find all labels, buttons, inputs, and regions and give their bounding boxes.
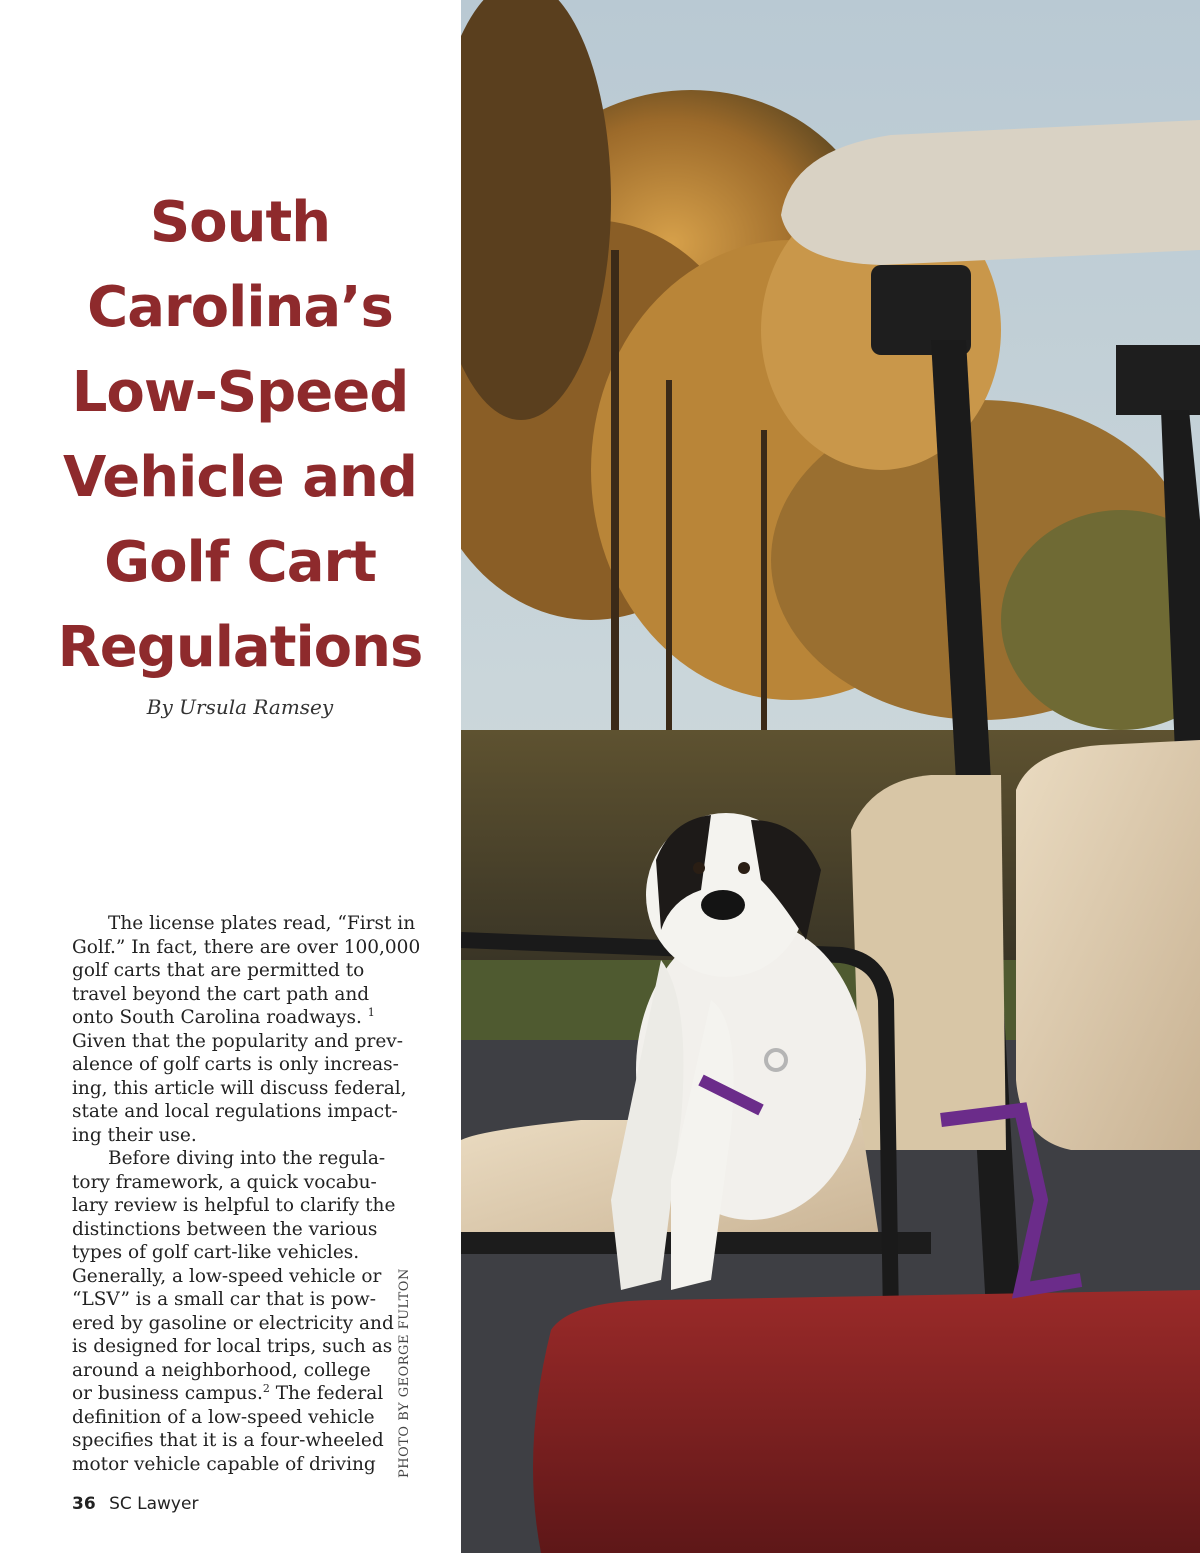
body-line: ing their use. bbox=[72, 1124, 197, 1146]
body-line: definition of a low-speed vehicle bbox=[72, 1406, 375, 1428]
title-line: Regulations bbox=[57, 615, 423, 680]
body-line: Given that the popularity and prev- bbox=[72, 1030, 403, 1052]
title-line: Golf Cart bbox=[104, 530, 376, 595]
text-column bbox=[0, 0, 461, 1553]
body-line: Golf.” In fact, there are over 100,000 bbox=[72, 936, 421, 958]
cart-seatback bbox=[1016, 740, 1200, 1150]
title-line: Carolina’s bbox=[87, 275, 393, 340]
body-line: The license plates read, “First in bbox=[108, 913, 416, 934]
photo-credit-text: PHOTO BY GEORGE FULTON bbox=[397, 1268, 412, 1478]
title-line: Low-Speed bbox=[71, 360, 409, 425]
body-line: state and local regulations impact- bbox=[72, 1101, 398, 1122]
body-line: lary review is helpful to clarify the bbox=[72, 1195, 396, 1216]
article-title bbox=[40, 180, 440, 690]
body-line: around a neighborhood, college bbox=[72, 1359, 371, 1381]
photo-credit bbox=[397, 1268, 421, 1478]
byline: By Ursula Ramsey bbox=[146, 695, 334, 719]
footnote-marker: 1 bbox=[367, 1005, 375, 1019]
title-line: South bbox=[149, 190, 331, 255]
body-line: Generally, a low-speed vehicle or bbox=[72, 1265, 382, 1287]
body-line bbox=[72, 1382, 418, 1406]
body-line: travel beyond the cart path and bbox=[72, 983, 370, 1005]
page-number: 36 bbox=[72, 1494, 96, 1514]
publication-name: SC Lawyer bbox=[109, 1494, 199, 1514]
body-line bbox=[72, 1006, 418, 1030]
body-line: alence of golf carts is only increas- bbox=[72, 1054, 399, 1075]
photo-illustration bbox=[461, 0, 1200, 1553]
body-line: golf carts that are permitted to bbox=[72, 960, 365, 981]
body-line: is designed for local trips, such as bbox=[72, 1336, 393, 1357]
body-line: specifies that it is a four-wheeled bbox=[72, 1430, 384, 1451]
dog-on-golf-cart-photo bbox=[461, 0, 1200, 1553]
body-line: ered by gasoline or electricity and bbox=[72, 1312, 394, 1334]
body-text-segment: onto South Carolina roadways. bbox=[72, 1007, 362, 1028]
body-line: distinctions between the various bbox=[72, 1218, 378, 1240]
body-line: types of golf cart-like vehicles. bbox=[72, 1242, 360, 1263]
body-line: tory framework, a quick vocabu- bbox=[72, 1171, 377, 1193]
body-line: “LSV” is a small car that is pow- bbox=[72, 1289, 376, 1310]
body-line: Before diving into the regula- bbox=[108, 1148, 386, 1169]
article-body bbox=[72, 912, 421, 1476]
cart-body bbox=[533, 1290, 1200, 1553]
body-line: ing, this article will discuss federal, bbox=[72, 1077, 407, 1099]
title-line: Vehicle and bbox=[63, 445, 417, 510]
body-text-segment: or business campus. bbox=[72, 1383, 263, 1404]
body-text-segment: The federal bbox=[269, 1383, 384, 1404]
body-line: motor vehicle capable of driving bbox=[72, 1453, 376, 1475]
footnote-marker: 2 bbox=[262, 1381, 270, 1395]
page-footer bbox=[72, 1494, 198, 1514]
